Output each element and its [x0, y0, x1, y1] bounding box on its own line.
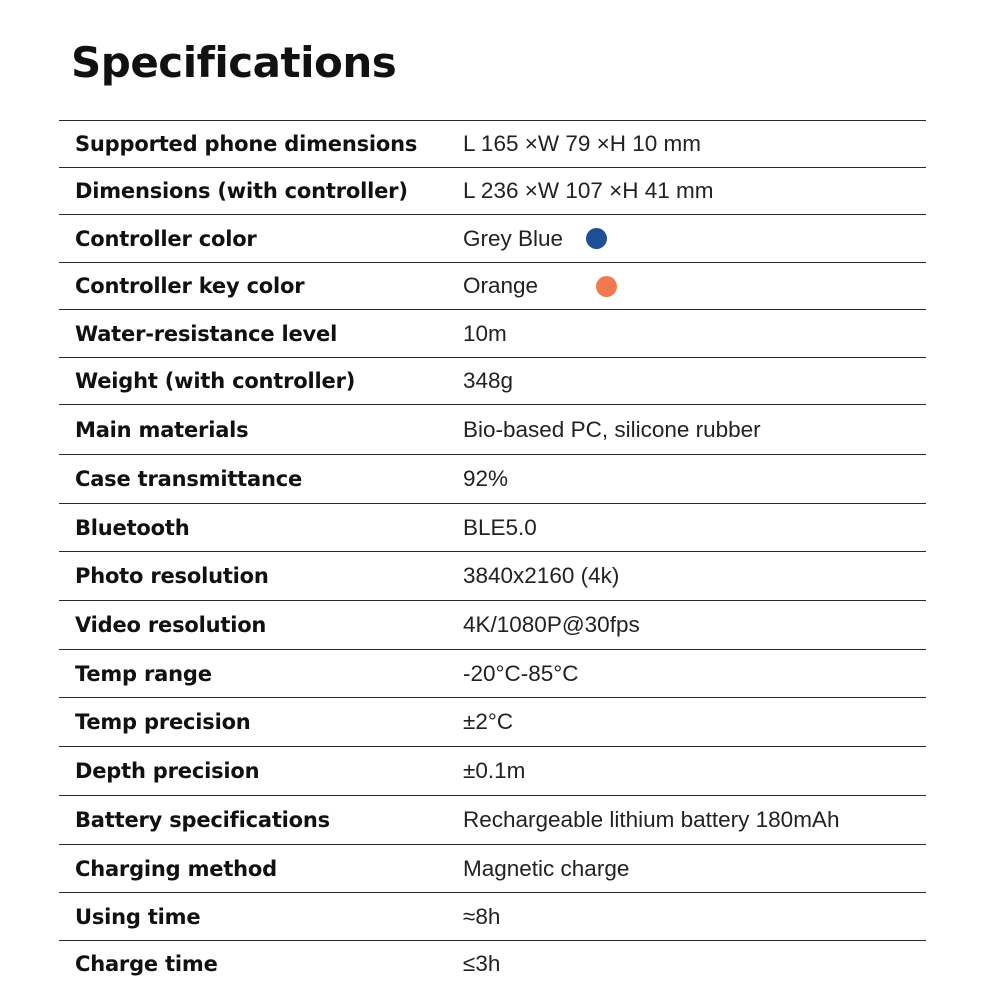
spec-row-water-resistance-level	[59, 310, 926, 358]
spec-row-controller-color	[59, 215, 926, 263]
spec-label: Controller key color	[75, 274, 305, 298]
spec-value	[463, 612, 926, 638]
spec-row-charging-method	[59, 845, 926, 893]
spec-value	[463, 709, 926, 735]
page-title: Specifications	[71, 38, 397, 87]
spec-label: Bluetooth	[75, 515, 190, 540]
spec-value-text: -20°C-85°C	[463, 660, 579, 686]
spec-label: Battery specifications	[75, 808, 330, 832]
spec-value-text: Grey Blue	[463, 225, 564, 251]
spec-row-battery-specifications	[59, 796, 926, 845]
spec-table	[59, 120, 926, 987]
spec-label: Main materials	[75, 417, 249, 442]
spec-value-text: L 236 ×W 107 ×H 41 mm	[463, 178, 714, 203]
spec-value-text: BLE5.0	[463, 514, 537, 540]
spec-value-text: L 165 ×W 79 ×H 10 mm	[463, 131, 702, 156]
spec-row-video-resolution	[59, 601, 926, 650]
spec-value	[463, 417, 926, 443]
spec-value-text: 4K/1080P@30fps	[463, 612, 640, 637]
spec-value-text: Magnetic charge	[463, 855, 630, 881]
spec-value	[463, 856, 926, 882]
spec-label: Temp precision	[75, 710, 251, 734]
spec-row-case-transmittance	[59, 455, 926, 504]
spec-label: Dimensions (with controller)	[75, 179, 408, 203]
spec-label: Depth precision	[75, 759, 260, 783]
spec-row-using-time	[59, 893, 926, 941]
spec-value-text: Orange	[463, 273, 539, 298]
spec-label: Charge time	[75, 952, 218, 976]
spec-value	[463, 904, 926, 930]
spec-value-text: 92%	[463, 466, 509, 491]
spec-value	[463, 368, 926, 394]
spec-value-text: 3840x2160 (4k)	[463, 563, 620, 588]
spec-value-text: ±2°C	[463, 709, 514, 734]
spec-value	[463, 661, 926, 687]
spec-value-text: ±0.1m	[463, 758, 526, 783]
spec-row-weight-with-controller	[59, 358, 926, 405]
spec-value-text: ≤3h	[463, 951, 501, 976]
spec-row-temp-range	[59, 650, 926, 698]
spec-value	[463, 226, 926, 252]
orange-color-swatch	[596, 276, 617, 297]
spec-value	[463, 951, 926, 977]
spec-value-text: 348g	[463, 368, 514, 393]
spec-value-text: ≈8h	[463, 903, 501, 929]
spec-value	[463, 466, 926, 492]
spec-label: Water-resistance level	[75, 321, 338, 346]
spec-row-photo-resolution	[59, 552, 926, 601]
spec-value	[463, 807, 926, 833]
spec-label: Video resolution	[75, 613, 267, 637]
spec-value	[463, 758, 926, 784]
spec-label: Using time	[75, 904, 201, 929]
spec-value	[463, 563, 926, 589]
spec-value	[463, 273, 926, 299]
spec-label: Temp range	[75, 661, 212, 686]
spec-value	[463, 131, 926, 157]
spec-label: Weight (with controller)	[75, 369, 356, 393]
spec-value	[463, 178, 926, 204]
spec-value-text: Bio-based PC, silicone rubber	[463, 416, 761, 442]
spec-row-depth-precision	[59, 747, 926, 796]
spec-value	[463, 515, 926, 541]
spec-row-main-materials	[59, 405, 926, 455]
spec-row-bluetooth	[59, 504, 926, 552]
spec-value	[463, 321, 926, 347]
spec-label: Photo resolution	[75, 564, 269, 588]
spec-value-text: 10m	[463, 320, 507, 346]
spec-row-dimensions-with-controller	[59, 168, 926, 215]
spec-label: Case transmittance	[75, 467, 303, 491]
spec-row-supported-phone-dimensions	[59, 121, 926, 168]
spec-label: Charging method	[75, 856, 277, 881]
spec-row-controller-key-color	[59, 263, 926, 310]
grey-blue-color-swatch	[586, 228, 607, 249]
spec-label: Controller color	[75, 226, 257, 251]
spec-row-temp-precision	[59, 698, 926, 747]
spec-label: Supported phone dimensions	[75, 132, 418, 156]
spec-value-text: Rechargeable lithium battery 180mAh	[463, 807, 840, 832]
spec-row-charge-time	[59, 941, 926, 987]
